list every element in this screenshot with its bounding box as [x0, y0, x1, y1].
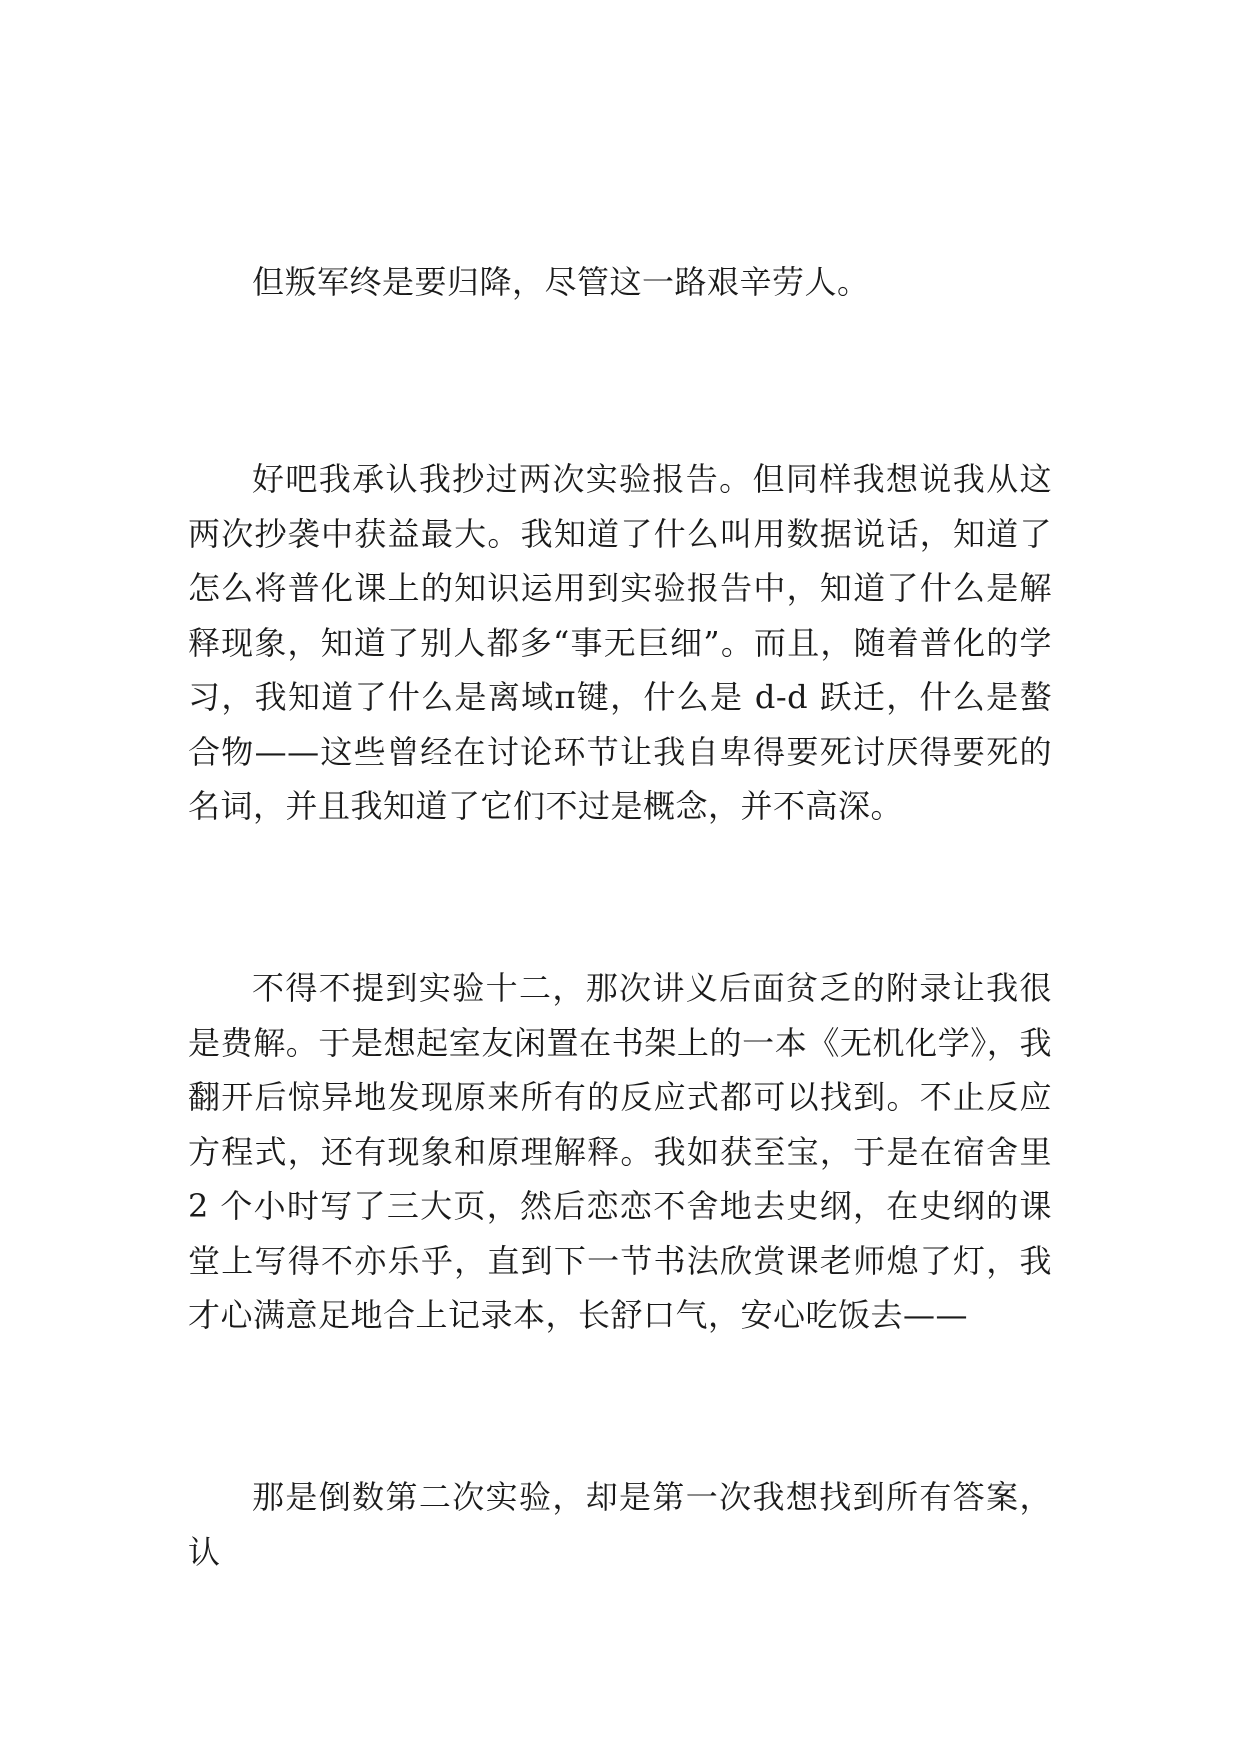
paragraph-1: 但叛军终是要归降，尽管这一路艰辛劳人。 [252, 263, 870, 301]
paragraph-2: 好吧我承认我抄过两次实验报告。但同样我想说我从这两次抄袭中获益最大。我知道了什么叫用数据说话，知道了怎么将普化课上的知识运用到实验报告中，知道了什么是解释现象，知道了别人都多“事无巨细”。而且，随着普化的学习，我知道了什么是离域π键，什么是 d-d 跃迁，什么是螯合物——这些曾经在讨论环节让我自卑得要死讨厌得要死的名词，并且我知道了它们不过是概念，并不高深。 [188, 460, 1052, 825]
paragraph-3: 不得不提到实验十二，那次讲义后面贫乏的附录让我很是费解。于是想起室友闲置在书架上的一本《无机化学》，我翻开后惊异地发现原来所有的反应式都可以找到。不止反应方程式，还有现象和原理解释。我如获至宝，于是在宿舍里 2 个小时写了三大页，然后恋恋不舍地去史纲，在史纲的课堂上写得不亦乐乎，直到下一节书法欣赏课老师熄了灯，我才心满意足地合上记录本，长舒口气，安心吃饭去—— [188, 969, 1052, 1334]
paragraph-4: 那是倒数第二次实验，却是第一次我想找到所有答案，认 [188, 1478, 1052, 1571]
